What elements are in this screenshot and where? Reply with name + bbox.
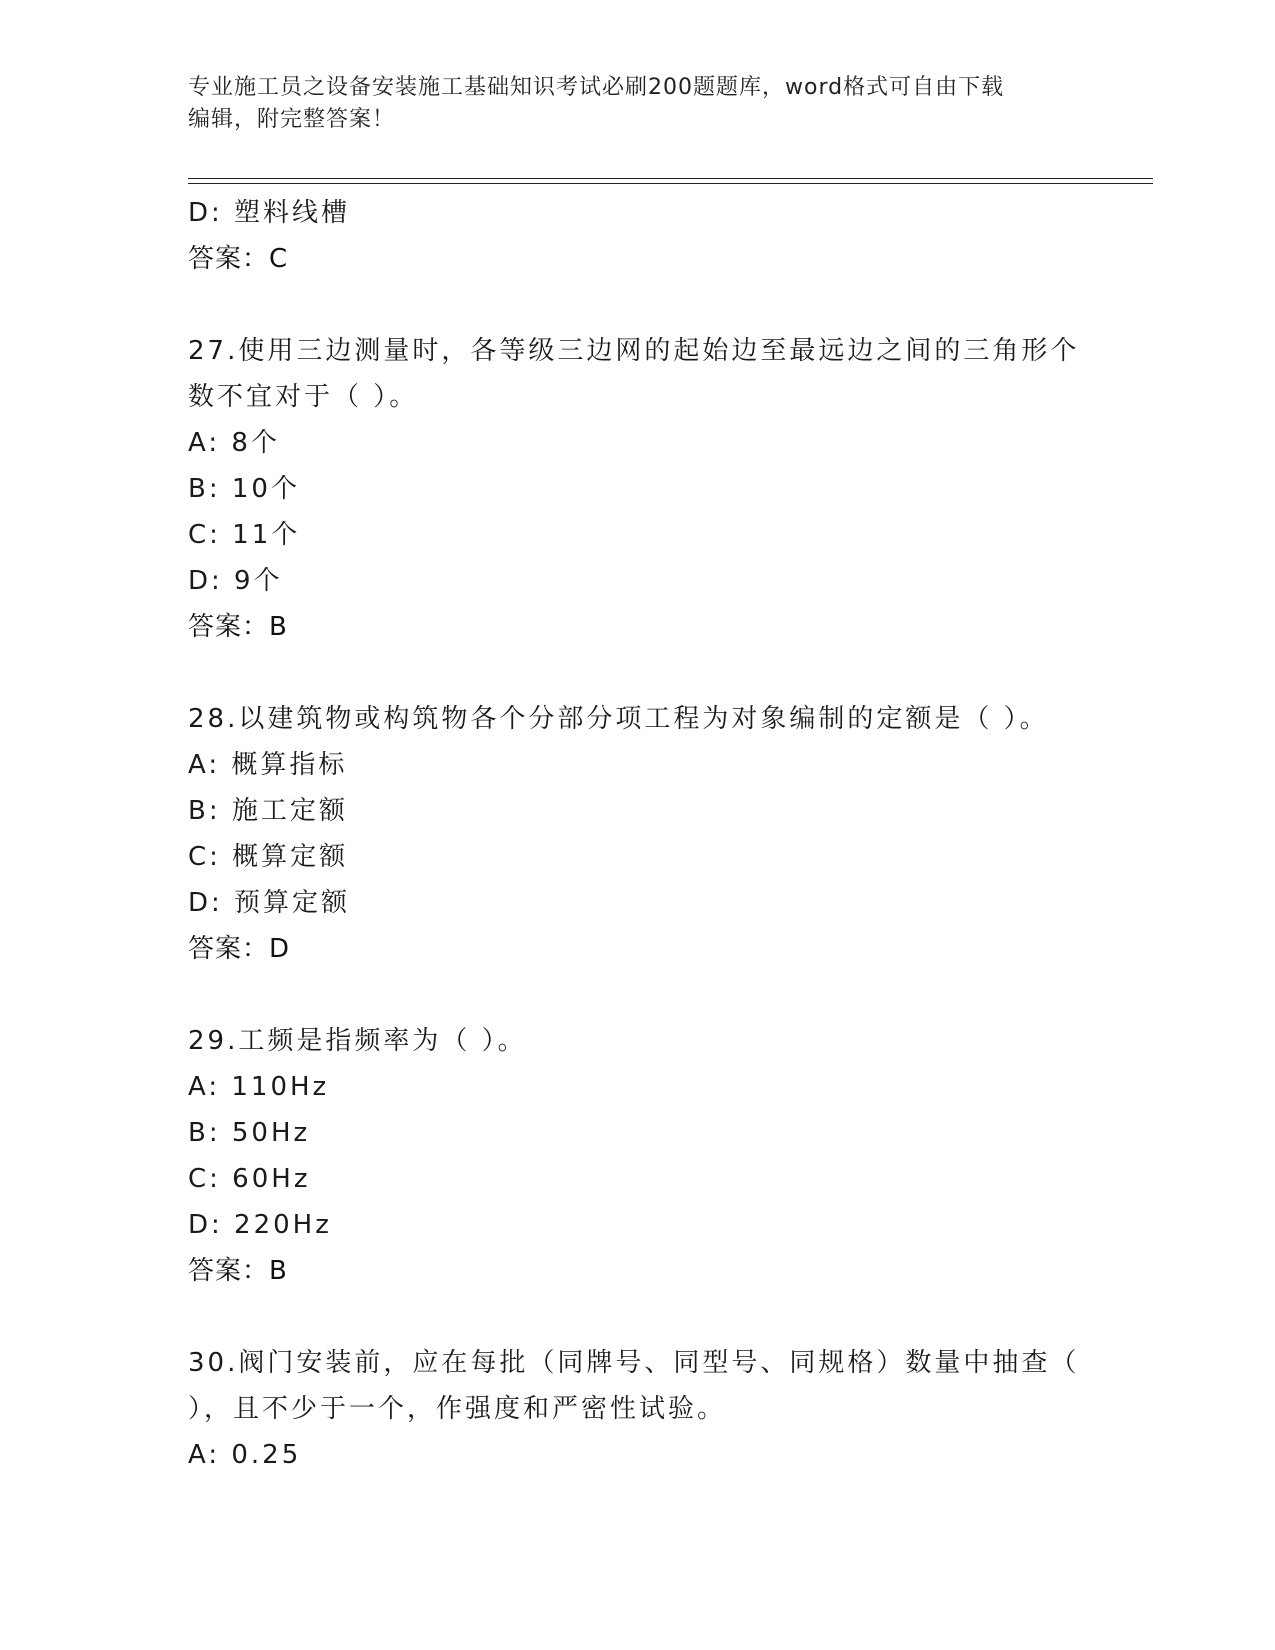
question-28 <box>188 696 1088 972</box>
header-divider-top <box>188 178 1153 179</box>
option-d: D: 9个 <box>188 566 283 596</box>
option-c: C: 11个 <box>188 520 301 550</box>
answer-line: 答案：C <box>188 244 289 274</box>
option-b: B: 施工定额 <box>188 796 348 826</box>
header-divider-bottom <box>188 183 1153 184</box>
document-header <box>188 72 1078 136</box>
question-text-cont: ），且不少于一个，作强度和严密性试验。 <box>188 1394 727 1424</box>
option-a: A: 概算指标 <box>188 750 348 780</box>
option-d: D: 220Hz <box>188 1210 332 1240</box>
question-text: 28.以建筑物或构筑物各个分部分项工程为对象编制的定额是（ ）。 <box>188 704 1049 734</box>
option-c: C: 概算定额 <box>188 842 349 872</box>
header-line-1: 专业施工员之设备安装施工基础知识考试必刷200题题库，word格式可自由下载 <box>188 75 1005 100</box>
question-29 <box>188 1018 1088 1294</box>
question-26-tail <box>188 190 1088 282</box>
question-27 <box>188 328 1088 650</box>
option-b: B: 50Hz <box>188 1118 311 1148</box>
question-text-cont: 数不宜对于（ ）。 <box>188 382 419 412</box>
question-text: 30.阀门安装前，应在每批（同牌号、同型号、同规格）数量中抽查（ <box>188 1348 1080 1378</box>
answer-line: 答案：B <box>188 612 288 642</box>
option-a: A: 8个 <box>188 428 280 458</box>
answer-line: 答案：D <box>188 934 291 964</box>
header-line-2: 编辑，附完整答案！ <box>188 107 396 132</box>
question-30 <box>188 1340 1088 1478</box>
option-d: D: 塑料线槽 <box>188 198 351 228</box>
question-list <box>188 190 1088 1478</box>
option-a: A: 0.25 <box>188 1440 302 1470</box>
question-text: 27.使用三边测量时，各等级三边网的起始边至最远边之间的三角形个 <box>188 336 1080 366</box>
option-d: D: 预算定额 <box>188 888 351 918</box>
question-text: 29.工频是指频率为（ ）。 <box>188 1026 527 1056</box>
option-c: C: 60Hz <box>188 1164 311 1194</box>
option-a: A: 110Hz <box>188 1072 330 1102</box>
answer-line: 答案：B <box>188 1256 288 1286</box>
option-b: B: 10个 <box>188 474 300 504</box>
